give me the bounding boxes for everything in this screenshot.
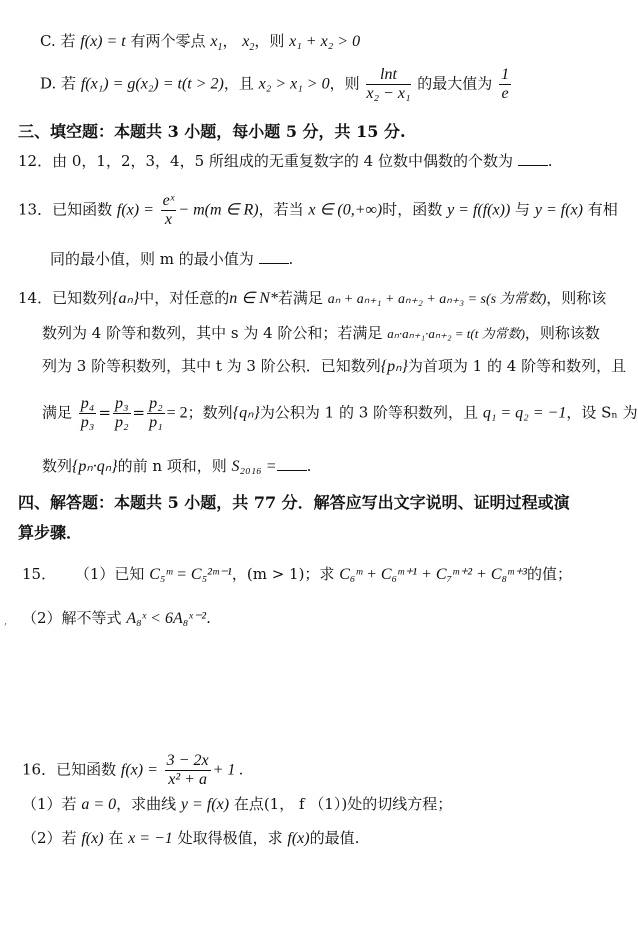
option-c (40, 30, 360, 53)
question-16-part-2 (22, 827, 359, 848)
question-16-p2-pre: （2）若 (22, 829, 77, 847)
question-13-lhs: f(x) = (116, 201, 154, 219)
section-3-heading: 三、填空题：本题共 3 小题，每小题 5 分，共 15 分. (18, 122, 406, 141)
sequence-a: {aₙ} (112, 290, 140, 307)
question-15-p1-end: 的值； (526, 565, 572, 583)
question-13-eq1: y = f(f(x)) (447, 201, 511, 219)
fraction-p3-p2: $\frac{\text{p₃}}{\text{p₂}}$ (114, 395, 129, 431)
margin-mark: , (4, 616, 8, 627)
question-14-line-3 (42, 355, 626, 376)
question-14-line-2 (42, 322, 600, 343)
question-13-rhs: − m(m ∈ R) (178, 201, 259, 219)
question-16-curve: y = f(x) (180, 796, 230, 813)
combination-sum: C₆ᵐ + C₆ᵐ⁺¹ + C₇ᵐ⁺² + C₈ᵐ⁺³ (339, 566, 527, 583)
question-13-fraction: $\frac{\text{eˣ}}{x}$ (162, 192, 175, 228)
question-13-mid: ，若当 (258, 200, 304, 219)
question-14-l4-pre: 满足 (42, 403, 73, 422)
question-14-l5-mid: 的前 n 项和，则 (117, 457, 227, 475)
permutation-inequality: A₈ˣ < 6A₈ˣ⁻² (126, 610, 207, 627)
question-14-line-5: 数列{pₙ·qₙ}的前 n 项和，则 S₂₀₁₆ = . (42, 457, 312, 475)
option-c-then: ，则 (254, 32, 285, 50)
question-16-pre: 16．已知函数 (22, 760, 117, 779)
answer-blank[interactable] (518, 153, 548, 166)
question-12-text: 12．由 0，1，2，3，4，5 所组成的无重复数字的 4 位数中偶数的个数为 (18, 152, 513, 170)
question-16-fx: f(x) (81, 830, 104, 847)
sequence-pq: {pₙ·qₙ} (72, 458, 118, 475)
question-16-p2-end: 的最值. (309, 829, 360, 847)
question-15-number: 15． (22, 565, 57, 583)
question-14-l3-text: 列为 3 阶等积数列，其中 t 为 3 阶公积．已知数列 (42, 357, 381, 375)
question-16-fraction: $\frac{3 - 2x}{\text{x² + a}}$ (166, 752, 209, 788)
question-14-l5-pre: 数列 (42, 457, 73, 475)
answer-blank[interactable] (259, 251, 289, 264)
option-d-condition-2: x₂ > x₁ > 0 (258, 75, 330, 93)
question-16 (22, 752, 243, 789)
option-c-function: f(x) = t (80, 33, 126, 50)
option-c-comma: ， (222, 32, 238, 50)
question-16-fx-2: f(x) (287, 830, 310, 847)
option-d-max-text: 的最大值为 (417, 74, 493, 93)
question-16-rhs: + 1 . (212, 761, 244, 779)
question-13 (18, 192, 618, 229)
question-14-mid2: 若满足 (277, 289, 323, 307)
question-14-l2-end: ，则称该数 (524, 324, 600, 342)
question-16-part-1 (22, 793, 452, 814)
question-16-p1-pre: （1）若 (22, 795, 77, 813)
question-13-line-2: 同的最小值，则 m 的最小值为 . (50, 250, 294, 268)
question-14-line-4: 满足 $\frac{\text{p₄}}{\text{p₃}}$ = $\frac{\text{p₃}}{\text{p₂}}$ = $\frac{\text{p₂}}{\text{p₁}}$ = 2；数列{qₙ}为公积为 1 的 3 阶等积数列，且 q₁ = q₂ = −1，设 Sₙ 为 (42, 395, 638, 431)
ratio-value: = 2 (166, 404, 188, 422)
option-d-fraction: $\frac{\ln t}{\text{x₂ − x₁}}$ (366, 66, 411, 102)
question-16-a-zero: a = 0 (81, 796, 117, 813)
option-d-then: ，则 (329, 74, 360, 93)
answer-blank[interactable] (277, 458, 307, 471)
section-4-heading: 四、解答题：本题共 5 小题，共 77 分．解答应写出文字说明、证明过程或演 (18, 493, 570, 512)
question-15-part-1 (22, 563, 572, 584)
option-d-condition-1: f(x₁) = g(x₂) = t(t > 2) (80, 75, 224, 93)
question-14-l2-text: 数列为 4 阶等和数列，其中 s 为 4 阶公和；若满足 (42, 324, 383, 342)
option-d-answer: $\frac{1}{e}$ (501, 66, 510, 102)
question-13-domain: x ∈ (0,+∞) (308, 201, 383, 219)
option-d-pre: 若 (61, 74, 77, 93)
question-14-pre: 14．已知数列 (18, 289, 113, 307)
question-16-p2-mid2: 处取得极值，求 (177, 829, 283, 847)
question-14-l3-end: 为首项为 1 的 4 阶等和数列，且 (407, 357, 627, 375)
sum-s2016: S₂₀₁₆ = (231, 458, 277, 475)
option-d-label: D. (40, 74, 57, 93)
option-c-text: 有两个零点 (130, 32, 206, 50)
fraction-p4-p3: $\frac{\text{p₄}}{\text{p₃}}$ (80, 395, 95, 431)
question-16-x-value: x = −1 (128, 830, 173, 847)
question-16-lhs: f(x) = (120, 761, 158, 779)
question-15-part-2 (22, 607, 211, 628)
question-13-line-2-text: 同的最小值，则 m 的最小值为 (50, 250, 254, 268)
q-initial-values: q₁ = q₂ = −1 (482, 404, 567, 422)
question-14-mid: 中，对任意的 (139, 289, 230, 307)
question-16-p1-mid: ，求曲线 (116, 795, 177, 813)
combination-equation: C₅ᵐ = C₅²ᵐ⁻¹ (149, 566, 232, 583)
sequence-p: {pₙ} (380, 358, 408, 375)
question-15-p2-end: . (206, 609, 211, 627)
section-4-heading-cont: 算步骤． (18, 523, 83, 542)
question-14-l1-end: ，则称该 (546, 289, 607, 307)
sum-condition: aₙ + aₙ₊₁ + aₙ₊₂ + aₙ₊₃ = s(s 为常数) (327, 292, 547, 307)
fraction-p2-p1: $\frac{\text{p₂}}{\text{p₁}}$ (149, 395, 163, 431)
option-c-condition: x₁ + x₂ > 0 (289, 33, 361, 50)
question-12: 12．由 0，1，2，3，4，5 所组成的无重复数字的 4 位数中偶数的个数为 . (18, 152, 553, 170)
question-13-pre: 13．已知函数 (18, 200, 113, 219)
question-14-line-1 (18, 287, 606, 308)
question-14-l4-mid: ；数列 (187, 403, 233, 422)
n-in-naturals: n ∈ N* (229, 290, 278, 307)
product-condition: aₙ·aₙ₊₁·aₙ₊₂ = t(t 为常数) (387, 326, 525, 341)
option-d-and: ，且 (223, 74, 254, 93)
question-13-eq2: y = f(x) (534, 201, 583, 219)
question-16-p1-end: 在点(1， f （1）)处的切线方程； (233, 795, 453, 813)
sequence-q: {qₙ} (232, 404, 260, 422)
question-15-condition: ，(m > 1)；求 (231, 565, 335, 583)
question-14-l4-end: ，设 Sₙ 为 (566, 403, 638, 422)
question-15-p2-pre: （2）解不等式 (22, 609, 122, 627)
option-d (40, 66, 513, 103)
option-c-label: C. (40, 32, 56, 50)
option-c-x2: $x_2$ (242, 33, 255, 54)
option-c-x1: $x_1$ (210, 33, 223, 54)
question-15-p1-pre: （1）已知 (74, 565, 145, 583)
question-16-p2-mid: 在 (108, 829, 124, 847)
option-c-pre: 若 (60, 32, 76, 50)
question-13-mid3: 与 (515, 200, 531, 219)
question-13-end: 有相 (587, 200, 618, 219)
question-13-mid2: 时，函数 (382, 200, 443, 219)
question-14-l4-mid2: 为公积为 1 的 3 阶等积数列，且 (259, 403, 479, 422)
